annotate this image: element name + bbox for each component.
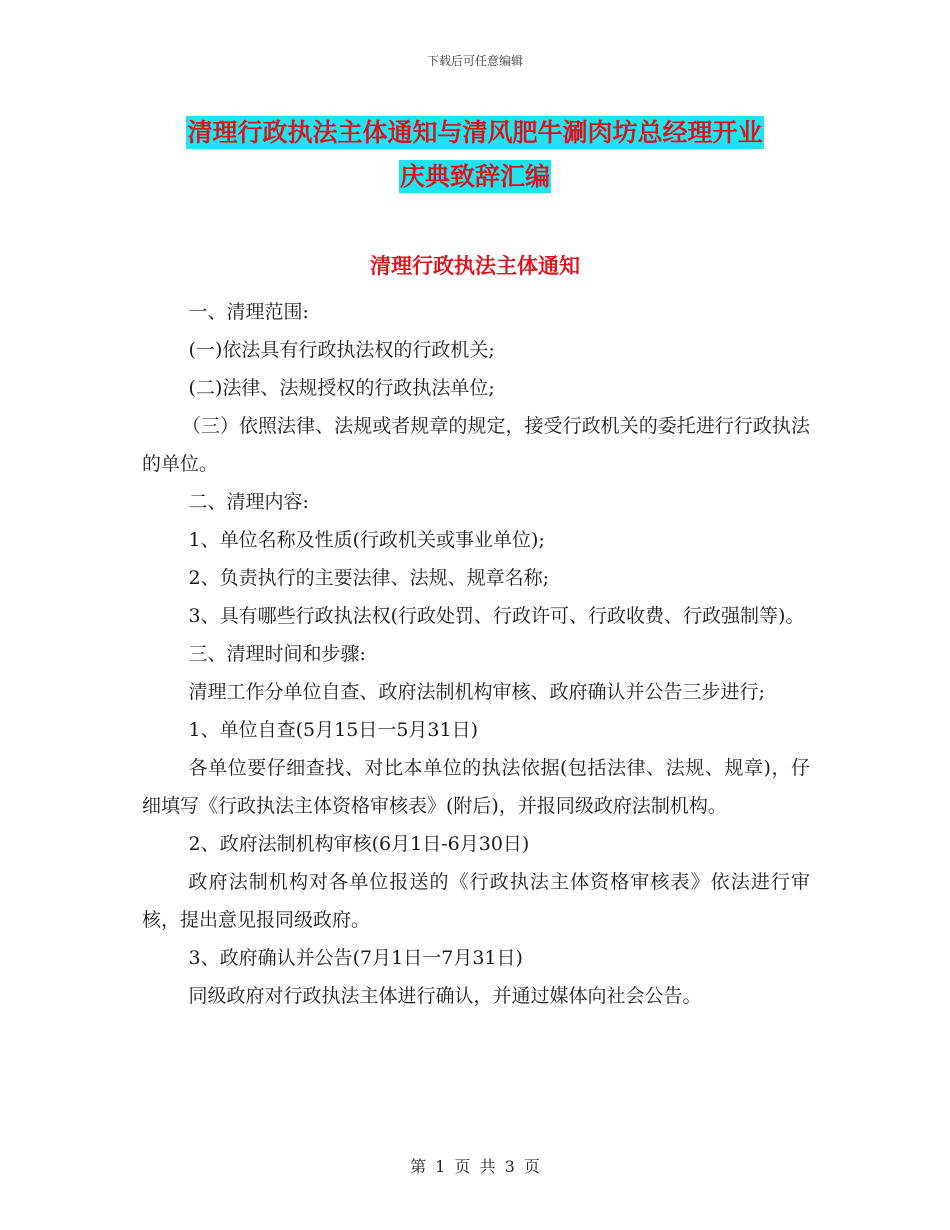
- paragraph: （三）依照法律、法规或者规章的规定，接受行政机关的委托进行行政执法的单位。: [142, 415, 810, 475]
- document-body: [142, 293, 810, 1015]
- paragraph: 3、具有哪些行政执法权(行政处罚、行政许可、行政收费、行政强制等)。: [188, 605, 805, 627]
- page-footer: 第 1 页 共 3 页: [410, 1157, 540, 1176]
- document-title-line-2-text: 庆典致辞汇编: [399, 162, 550, 191]
- document-title-line-2: [0, 157, 950, 193]
- paragraph: 1、单位自查(5月15日一5月31日): [188, 719, 478, 741]
- section-title: 清理行政执法主体通知: [370, 254, 580, 278]
- paragraph: 2、政府法制机构审核(6月1日-6月30日): [188, 833, 530, 855]
- paragraph: 一、清理范围:: [188, 301, 309, 323]
- paragraph: 清理工作分单位自查、政府法制机构审核、政府确认并公告三步进行;: [188, 681, 765, 703]
- paragraph: 三、清理时间和步骤:: [188, 643, 366, 665]
- paragraph: 政府法制机构对各单位报送的《行政执法主体资格审核表》依法进行审核，提出意见报同级政府。: [142, 871, 810, 931]
- paragraph: 二、清理内容:: [188, 491, 309, 513]
- paragraph: 1、单位名称及性质(行政机关或事业单位);: [188, 529, 545, 551]
- paragraph: (二)法律、法规授权的行政执法单位;: [188, 377, 495, 399]
- paragraph: 各单位要仔细查找、对比本单位的执法依据(包括法律、法规、规章)，仔细填写《行政执法主体资格审核表》(附后)，并报同级政府法制机构。: [142, 757, 810, 817]
- paragraph: 同级政府对行政执法主体进行确认，并通过媒体向社会公告。: [188, 985, 702, 1007]
- document-title-line-1: [0, 113, 950, 149]
- paragraph: (一)依法具有行政执法权的行政机关;: [188, 339, 495, 361]
- document-title-line-1-text: 清理行政执法主体通知与清风肥牛涮肉坊总经理开业: [187, 118, 763, 147]
- header-note: 下载后可任意编辑: [426, 54, 523, 68]
- paragraph: 3、政府确认并公告(7月1日一7月31日): [188, 947, 523, 969]
- paragraph: 2、负责执行的主要法律、法规、规章名称;: [188, 567, 550, 589]
